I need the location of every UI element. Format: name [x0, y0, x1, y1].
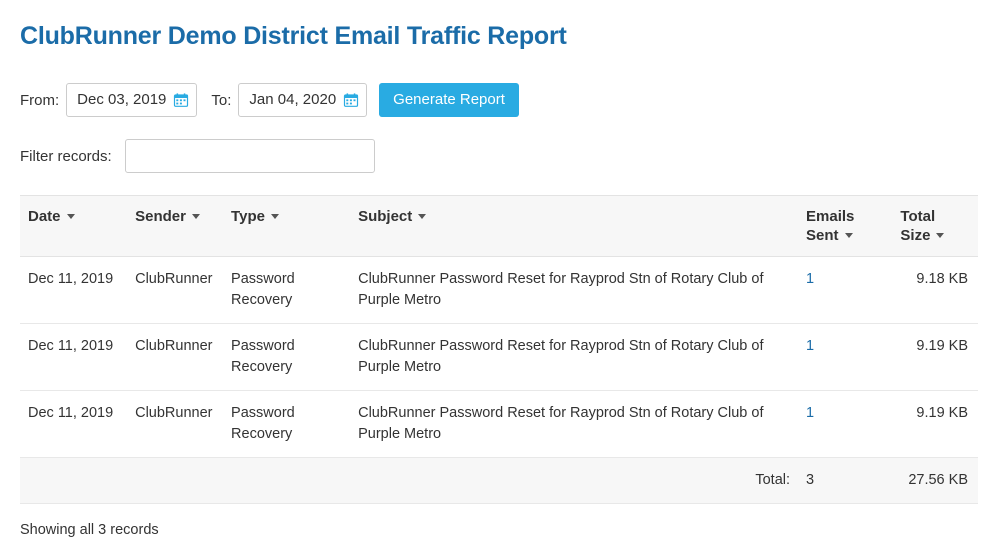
cell-sender: ClubRunner	[127, 391, 223, 458]
emails-sent-link[interactable]: 1	[806, 271, 815, 287]
table-row	[20, 391, 978, 458]
date-range-filter-row	[20, 83, 978, 117]
sort-caret-icon[interactable]	[936, 233, 944, 238]
column-header-date-label: Date	[28, 208, 61, 225]
total-size-value: 27.56 KB	[892, 458, 978, 504]
cell-total-size: 9.19 KB	[892, 324, 978, 391]
generate-report-button[interactable]: Generate Report	[379, 83, 519, 117]
column-header-type[interactable]	[223, 196, 350, 257]
cell-type: Password Recovery	[223, 391, 350, 458]
table-row	[20, 324, 978, 391]
sort-caret-icon[interactable]	[845, 233, 853, 238]
cell-emails-sent	[798, 391, 892, 458]
column-header-subject-label: Subject	[358, 208, 413, 225]
emails-sent-link[interactable]: 1	[806, 338, 815, 354]
table-row	[20, 257, 978, 324]
column-header-total-size-line1: Total	[900, 208, 936, 225]
column-header-emails-sent[interactable]	[798, 196, 892, 257]
table-header	[20, 196, 978, 257]
cell-sender: ClubRunner	[127, 324, 223, 391]
cell-date: Dec 11, 2019	[20, 257, 127, 324]
cell-total-size: 9.18 KB	[892, 257, 978, 324]
sort-caret-icon[interactable]	[418, 214, 426, 219]
filter-records-input[interactable]	[125, 139, 375, 173]
total-spacer	[20, 458, 127, 504]
cell-subject: ClubRunner Password Reset for Rayprod Stn of Rotary Club of Purple Metro	[350, 324, 798, 391]
total-spacer	[127, 458, 223, 504]
filter-records-row	[20, 139, 978, 173]
table-total-row	[20, 458, 978, 504]
to-label: To:	[211, 91, 232, 109]
calendar-icon[interactable]	[174, 93, 188, 107]
total-spacer	[223, 458, 350, 504]
cell-emails-sent	[798, 324, 892, 391]
sort-caret-icon[interactable]	[67, 214, 75, 219]
column-header-type-label: Type	[231, 208, 265, 225]
sort-caret-icon[interactable]	[271, 214, 279, 219]
from-date-field[interactable]	[66, 83, 197, 117]
cell-subject: ClubRunner Password Reset for Rayprod Stn of Rotary Club of Purple Metro	[350, 391, 798, 458]
cell-date: Dec 11, 2019	[20, 391, 127, 458]
cell-date: Dec 11, 2019	[20, 324, 127, 391]
to-date-field[interactable]	[238, 83, 367, 117]
sort-caret-icon[interactable]	[192, 214, 200, 219]
to-date-value: Jan 04, 2020	[249, 91, 337, 108]
column-header-total-size-line2: Size	[900, 227, 931, 244]
column-header-sender-label: Sender	[135, 208, 186, 225]
emails-sent-link[interactable]: 1	[806, 405, 815, 421]
column-header-date[interactable]	[20, 196, 127, 257]
cell-sender: ClubRunner	[127, 257, 223, 324]
column-header-sender[interactable]	[127, 196, 223, 257]
from-date-value: Dec 03, 2019	[77, 91, 167, 108]
filter-records-label: Filter records:	[20, 147, 112, 165]
cell-subject: ClubRunner Password Reset for Rayprod Stn of Rotary Club of Purple Metro	[350, 257, 798, 324]
table-header-row	[20, 196, 978, 257]
cell-total-size: 9.19 KB	[892, 391, 978, 458]
total-label: Total:	[350, 458, 798, 504]
column-header-subject[interactable]	[350, 196, 798, 257]
calendar-icon[interactable]	[344, 93, 358, 107]
cell-emails-sent	[798, 257, 892, 324]
cell-type: Password Recovery	[223, 257, 350, 324]
column-header-total-size[interactable]	[892, 196, 978, 257]
from-label: From:	[20, 91, 60, 109]
table-body	[20, 257, 978, 504]
email-traffic-report-page	[0, 22, 998, 537]
column-header-emails-sent-line1: Emails	[806, 208, 855, 225]
column-header-emails-sent-line2: Sent	[806, 227, 839, 244]
cell-type: Password Recovery	[223, 324, 350, 391]
total-emails-sent: 3	[798, 458, 892, 504]
showing-records-text: Showing all 3 records	[20, 522, 159, 538]
email-traffic-table	[20, 195, 978, 504]
page-title: ClubRunner Demo District Email Traffic Report	[20, 22, 567, 50]
